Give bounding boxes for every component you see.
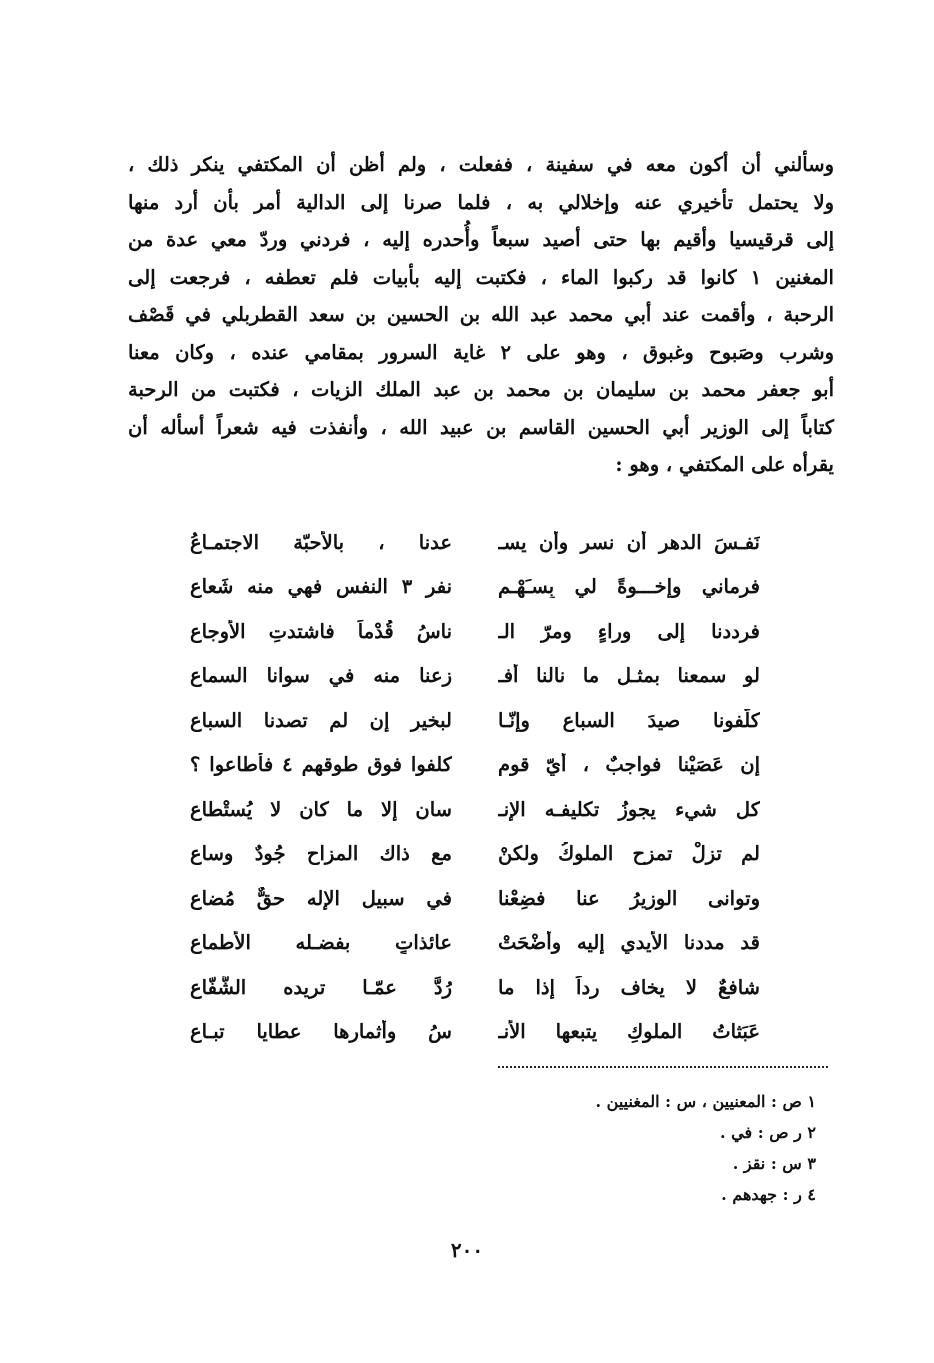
poem-verse [190,520,760,565]
verse-second-hemistich: رُدَّ عمّـا تريده الشُّفّاع [190,975,452,999]
verse-first-hemistich: نَفـسَ الدهر أن نسر وأن يسـ [498,530,760,554]
body-text [128,146,834,484]
verse-first-hemistich: عَبَثاتُ الملوكِ يتبعها الأنـ [498,1020,760,1044]
poem-verse [190,832,760,877]
poem-verse [190,743,760,788]
text-line: المغنين ١ كانوا قد ركبوا الماء ، فكتبت إليه بأبيات فلم تعطفه ، فرجعت إلى [128,265,834,289]
verse-second-hemistich: مع ذاك المزاح جُودٌ وساع [190,842,452,866]
verse-second-hemistich: سان إلا ما كان لا يُستْطاع [190,797,452,821]
poem-verse [190,698,760,743]
verse-first-hemistich: لو سمعنا بمثـل ما نالنا أفـ [498,664,760,688]
verse-second-hemistich: عدنا ، بالأحبّة الاجتمـاعُ [190,530,452,554]
text-line: ولا يحتمل تأخيري عنه وإخلالي به ، فلما صرنا إلى الدالية أمر بأن أرد منها [128,190,834,214]
poem-verse [190,876,760,921]
footnote-separator [498,1066,828,1068]
text-line: وشرب وصَبوح وغبوق ، وهو على ٢ غاية السرور بمقامي عنده ، وكان معنا [128,340,834,364]
poem-verse [190,787,760,832]
verse-second-hemistich: زعنا منه في سوانا السماع [190,664,452,688]
text-line: وسألني أن أكون معه في سفينة ، ففعلت ، ولم أظن أن المكتفي ينكر ذلك ، [128,153,834,176]
verse-second-hemistich: سُ وأثمارها عطايا تبـاع [190,1020,452,1044]
footnote: ٣ س : نقز . [732,1154,816,1173]
poem-verse [190,921,760,966]
footnote: ٤ ر : جهدهم . [721,1185,816,1204]
poem-verse [190,1010,760,1055]
text-line: إلى قرقيسيا وأقيم بها حتى أصيد سبعاً وأُحدره إليه ، فردني وردّ معي عدة من [128,228,834,251]
footnotes [596,1086,816,1210]
poem-verse [190,965,760,1010]
verse-second-hemistich: في سبيل الإله حقٌّ مُضاع [190,886,452,910]
verse-first-hemistich: فرماني وإخـــوةً لي بِسـَهْـم [498,575,760,599]
verse-first-hemistich: وتوانى الوزيرُ عنا فضِعْنا [498,886,760,910]
poem-verse [190,654,760,699]
poem-verse [190,609,760,654]
verse-second-hemistich: كلفوا فوق طوقهم ٤ فأطاعوا ؟ [190,753,452,777]
verse-first-hemistich: إن عَصَيْنا فواجبٌ ، أيّ قومٍ [498,753,760,777]
verse-second-hemistich: لبخيرٍ إن لم تصدنا السباع [190,708,452,732]
verse-second-hemistich: ناسُ قُدْماً فاشتدتِ الأوجاع [190,619,452,643]
text-line: يقرأه على المكتفي ، وهو : [615,453,834,476]
text-line: الرحبة ، وأقمت عند أبي محمد عبد الله بن الحسين بن سعد القطربلي في قَصْف [128,303,834,326]
verse-first-hemistich: قد مددنا الأيدي إليه وأضْحَتْ [498,931,760,955]
text-line: أبو جعفر محمد بن سليمان بن محمد بن عبد الملك الزيات ، فكتبت من الرحبة [128,378,834,401]
footnote: ١ ص : المعنيين ، س : المغنيين . [595,1092,816,1111]
verse-first-hemistich: كل شيء يجوزُ تكليفـه الإنـ [498,797,760,821]
verse-first-hemistich: كلّفونا صيدَ السباع وإنّـا [498,708,760,732]
footnote: ٢ ر ص : في . [720,1123,816,1142]
poem-verse [190,565,760,610]
text-line: كتاباً إلى الوزير أبي الحسين القاسم بن عبيد الله ، وأنفذت فيه شعراً أسأله أن [128,415,834,439]
verse-first-hemistich: لم تزلْ تمزح الملوكُ ولكنْ [498,842,760,866]
verse-second-hemistich: نفر ٣ النفس فهي منه شَعاع [190,575,452,599]
verse-first-hemistich: شافعٌ لا يخاف رداً إذا ما [498,975,760,999]
verse-first-hemistich: فرددنا إلى وراءٍ ومرّ الـ [498,619,760,643]
page-number: ٢٠٠ [450,1238,484,1262]
verse-second-hemistich: عائذاتٍ بفضـله الأطماع [190,931,452,955]
poem [190,520,760,1054]
